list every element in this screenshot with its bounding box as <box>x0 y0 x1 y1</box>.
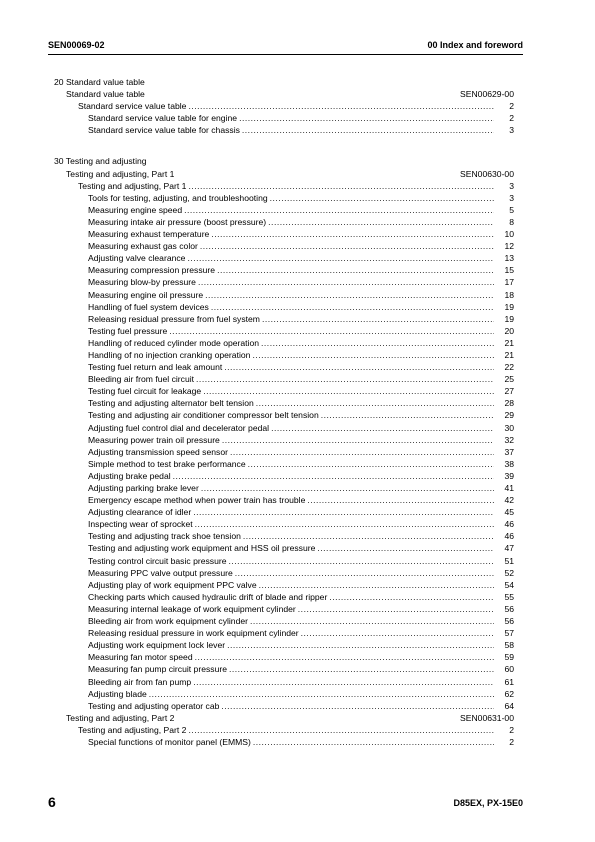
toc-entry <box>54 591 514 603</box>
toc-entry-page: 2 <box>509 724 514 735</box>
leader-dots <box>205 289 494 301</box>
toc-entry <box>54 542 514 554</box>
toc-entry-label: Measuring engine oil pressure <box>88 289 204 300</box>
toc-entry-label: Standard service value table for chassis <box>88 125 240 136</box>
section-20-sub-ref: SEN00629-00 <box>460 89 514 100</box>
toc-entry <box>54 112 514 124</box>
toc-entry-page: 58 <box>504 640 514 651</box>
toc-entry-page: 41 <box>504 483 514 493</box>
toc-entry-page: 45 <box>504 507 514 518</box>
toc-entry-page: 61 <box>504 676 514 687</box>
toc-entry-page: 46 <box>504 531 514 542</box>
section-30-title: 30 Testing and adjusting <box>54 156 147 167</box>
part1-label: Testing and adjusting, Part 1 <box>66 168 175 179</box>
leader-dots <box>149 688 494 700</box>
leader-dots <box>301 627 494 639</box>
leader-dots <box>307 494 494 506</box>
toc-entry <box>54 615 514 627</box>
toc-entry-page: 64 <box>504 700 514 711</box>
toc-entry-label: Measuring compression pressure <box>88 265 216 276</box>
toc-entry-page: 57 <box>504 628 514 639</box>
toc-entry-label: Adjusting brake pedal <box>88 470 171 481</box>
toc-entry-label: Measuring internal leakage of work equipment cylinder <box>88 603 296 614</box>
toc-entry-page: 10 <box>504 229 514 240</box>
header-section-title: 00 Index and foreword <box>427 40 523 50</box>
toc-entry <box>54 627 514 639</box>
leader-dots <box>222 434 494 446</box>
toc-entry-label: Bleeding air from fuel circuit <box>88 374 195 385</box>
toc-entry <box>54 325 514 337</box>
leader-dots <box>248 458 494 470</box>
toc-entry-label: Measuring blow-by pressure <box>88 277 196 288</box>
toc-entry-page: 62 <box>504 688 514 699</box>
toc-entry-label: Testing and adjusting, Part 2 <box>78 724 187 735</box>
toc-entry-page: 55 <box>504 591 514 602</box>
toc-entry-page: 56 <box>504 616 514 627</box>
leader-dots <box>211 228 494 240</box>
toc-entry <box>54 663 514 675</box>
toc-entry-page: 5 <box>509 204 514 215</box>
header-rule <box>48 54 523 55</box>
toc-entry-page: 27 <box>504 386 514 397</box>
toc-entry <box>54 301 514 313</box>
leader-dots <box>193 506 494 518</box>
toc-entry <box>54 518 514 530</box>
toc-entry-label: Measuring exhaust temperature <box>88 229 210 240</box>
toc-entry-page: 38 <box>504 458 514 469</box>
toc-entry-label: Measuring intake air pressure (boost pressure) <box>88 216 267 227</box>
section-20-title: 20 Standard value table <box>54 77 145 87</box>
toc-entry-label: Adjusting fuel control dial and decelerator pedal <box>88 422 270 433</box>
toc-entry-label: Adjusting blade <box>88 688 147 699</box>
toc-entry-page: 18 <box>504 289 514 300</box>
toc-entry <box>54 676 514 688</box>
toc-entry-page: 37 <box>504 446 514 457</box>
leader-dots <box>195 651 494 663</box>
toc-entry-page: 56 <box>504 603 514 614</box>
toc-entry-group <box>54 724 514 736</box>
leader-dots <box>259 579 494 591</box>
leader-dots <box>203 385 494 397</box>
leader-dots <box>253 736 494 748</box>
toc-entry-page: 59 <box>504 652 514 663</box>
leader-dots <box>188 100 494 112</box>
toc-entry <box>54 482 514 494</box>
toc-entry-label: Testing and adjusting air conditioner compressor belt tension <box>88 410 319 421</box>
toc-entry <box>54 700 514 712</box>
toc-entry <box>54 639 514 651</box>
leader-dots <box>173 470 494 482</box>
toc-entry-label: Testing fuel circuit for leakage <box>88 386 202 397</box>
toc-entry <box>54 216 514 228</box>
toc-entry-label: Handling of fuel system devices <box>88 301 209 312</box>
leader-dots <box>201 482 494 494</box>
leader-dots <box>270 192 494 204</box>
toc-entry-label: Inspecting wear of sprocket <box>88 519 193 530</box>
leader-dots <box>268 216 494 228</box>
toc-entry <box>54 506 514 518</box>
toc-entry <box>54 567 514 579</box>
toc-entry-page: 12 <box>504 241 514 252</box>
toc-entry-label: Standard service value table <box>78 101 187 112</box>
toc-entry <box>54 651 514 663</box>
toc-entry-page: 3 <box>509 180 514 191</box>
toc-entry <box>54 313 514 325</box>
toc-entry <box>54 373 514 385</box>
section-20-subheading <box>54 88 514 100</box>
toc-entry-label: Adjusting transmission speed sensor <box>88 446 228 457</box>
toc-entry <box>54 422 514 434</box>
toc-entry-page: 3 <box>509 192 514 203</box>
toc-entry-page: 21 <box>504 337 514 348</box>
toc-entry <box>54 124 514 136</box>
leader-dots <box>230 446 494 458</box>
toc-entry <box>54 397 514 409</box>
toc-entry-page: 15 <box>504 265 514 276</box>
toc-entry-label: Checking parts which caused hydraulic drift of blade and ripper <box>88 591 328 602</box>
toc-entry-label: Testing fuel return and leak amount <box>88 362 223 373</box>
toc-entry-page: 19 <box>504 313 514 324</box>
toc-entry-label: Measuring power train oil pressure <box>88 434 220 445</box>
footer-model: D85EX, PX-15E0 <box>453 798 523 808</box>
toc-entry <box>54 470 514 482</box>
toc-entry-page: 8 <box>509 216 514 227</box>
leader-dots <box>195 518 494 530</box>
toc-entry <box>54 494 514 506</box>
toc-entry <box>54 264 514 276</box>
leader-dots <box>261 337 494 349</box>
toc-entry <box>54 240 514 252</box>
toc-entry-label: Testing control circuit basic pressure <box>88 555 227 566</box>
leader-dots <box>224 361 494 373</box>
toc-entry <box>54 361 514 373</box>
toc-entry <box>54 192 514 204</box>
leader-dots <box>200 240 494 252</box>
leader-dots <box>188 180 494 192</box>
toc-entry-label: Adjusting play of work equipment PPC valve <box>88 579 257 590</box>
table-of-contents <box>54 76 514 748</box>
toc-entry-label: Adjusting clearance of idler <box>88 507 192 518</box>
toc-entry-page: 46 <box>504 519 514 530</box>
toc-entry-group <box>54 100 514 112</box>
toc-entry <box>54 434 514 446</box>
header-doc-id: SEN00069-02 <box>48 40 105 50</box>
toc-entry-label: Measuring fan pump circuit pressure <box>88 664 227 675</box>
toc-entry <box>54 289 514 301</box>
part2-ref: SEN00631-00 <box>460 712 514 723</box>
toc-entry-label: Measuring fan motor speed <box>88 652 193 663</box>
toc-entry-page: 60 <box>504 664 514 675</box>
toc-entry-page: 39 <box>504 470 514 481</box>
toc-entry-label: Measuring PPC valve output pressure <box>88 567 233 578</box>
toc-entry <box>54 385 514 397</box>
leader-dots <box>187 252 494 264</box>
leader-dots <box>271 422 494 434</box>
toc-entry-page: 2 <box>509 101 514 112</box>
leader-dots <box>188 724 494 736</box>
toc-entry-label: Testing and adjusting track shoe tension <box>88 531 241 542</box>
section-30-part1-heading <box>54 168 514 180</box>
toc-entry <box>54 446 514 458</box>
footer-page-number: 6 <box>48 794 56 810</box>
toc-entry-page: 2 <box>509 113 514 124</box>
leader-dots <box>317 542 494 554</box>
toc-entry-label: Testing and adjusting operator cab <box>88 700 220 711</box>
toc-entry-page: 32 <box>504 434 514 445</box>
leader-dots <box>298 603 494 615</box>
toc-entry-label: Adjusting valve clearance <box>88 253 186 264</box>
toc-entry-page: 20 <box>504 325 514 336</box>
toc-entry-page: 28 <box>504 398 514 409</box>
leader-dots <box>227 639 494 651</box>
leader-dots <box>211 301 494 313</box>
toc-entry-label: Adjusting work equipment lock lever <box>88 640 226 651</box>
leader-dots <box>235 567 494 579</box>
toc-entry-page: 25 <box>504 374 514 385</box>
part2-label: Testing and adjusting, Part 2 <box>66 712 175 723</box>
toc-entry-page: 2 <box>509 736 514 747</box>
toc-entry <box>54 688 514 700</box>
toc-entry-page: 3 <box>509 125 514 136</box>
toc-entry-page: 21 <box>504 349 514 360</box>
toc-entry-label: Testing fuel pressure <box>88 325 168 336</box>
toc-entry-label: Bleeding air from fan pump <box>88 676 192 687</box>
toc-entry <box>54 736 514 748</box>
toc-entry-label: Emergency escape method when power train has trouble <box>88 495 306 506</box>
leader-dots <box>321 409 494 421</box>
toc-entry-label: Testing and adjusting, Part 1 <box>78 180 187 191</box>
toc-entry-label: Simple method to test brake performance <box>88 458 246 469</box>
toc-entry-label: Handling of no injection cranking operation <box>88 349 251 360</box>
leader-dots <box>221 700 494 712</box>
toc-entry <box>54 337 514 349</box>
leader-dots <box>184 204 494 216</box>
toc-entry-page: 29 <box>504 410 514 421</box>
toc-entry <box>54 204 514 216</box>
toc-entry-page: 42 <box>504 495 514 506</box>
toc-entry-label: Tools for testing, adjusting, and troubleshooting <box>88 192 268 203</box>
toc-entry <box>54 603 514 615</box>
leader-dots <box>239 112 494 124</box>
leader-dots <box>193 676 494 688</box>
toc-entry-page: 51 <box>504 555 514 566</box>
toc-entry-label: Measuring exhaust gas color <box>88 241 198 252</box>
toc-entry <box>54 458 514 470</box>
toc-entry-label: Testing and adjusting alternator belt tension <box>88 398 254 409</box>
toc-entry <box>54 252 514 264</box>
leader-dots <box>329 591 494 603</box>
toc-entry-page: 47 <box>504 543 514 554</box>
toc-entry-label: Testing and adjusting work equipment and HSS oil pressure <box>88 543 316 554</box>
toc-entry-page: 17 <box>504 277 514 288</box>
toc-entry-label: Bleeding air from work equipment cylinder <box>88 616 249 627</box>
toc-entry-label: Handling of reduced cylinder mode operation <box>88 337 260 348</box>
leader-dots <box>252 349 494 361</box>
toc-entry-page: 13 <box>504 253 514 264</box>
leader-dots <box>256 397 494 409</box>
toc-entry-page: 52 <box>504 567 514 578</box>
section-20-sub-label: Standard value table <box>66 89 145 100</box>
toc-entry-group <box>54 180 514 192</box>
toc-entry-label: Measuring engine speed <box>88 204 183 215</box>
toc-entry-label: Releasing residual pressure from fuel system <box>88 313 260 324</box>
leader-dots <box>198 276 494 288</box>
toc-entry-label: Standard service value table for engine <box>88 113 238 124</box>
leader-dots <box>169 325 494 337</box>
toc-entry <box>54 228 514 240</box>
toc-entry-page: 54 <box>504 579 514 590</box>
toc-entry-label: Special functions of monitor panel (EMMS) <box>88 736 251 747</box>
toc-entry <box>54 276 514 288</box>
toc-entry-page: 19 <box>504 301 514 312</box>
leader-dots <box>217 264 494 276</box>
toc-entry-page: 22 <box>504 362 514 373</box>
toc-entry-label: Releasing residual pressure in work equipment cylinder <box>88 628 299 639</box>
leader-dots <box>196 373 494 385</box>
section-30-part2-heading <box>54 712 514 724</box>
leader-dots <box>243 530 494 542</box>
toc-entry <box>54 530 514 542</box>
toc-entry <box>54 555 514 567</box>
part1-ref: SEN00630-00 <box>460 168 514 179</box>
toc-entry-label: Adjusting parking brake lever <box>88 483 199 493</box>
toc-entry <box>54 409 514 421</box>
leader-dots <box>229 663 494 675</box>
toc-entry <box>54 579 514 591</box>
toc-entry <box>54 349 514 361</box>
leader-dots <box>229 555 494 567</box>
leader-dots <box>242 124 494 136</box>
leader-dots <box>250 615 494 627</box>
leader-dots <box>262 313 494 325</box>
toc-entry-page: 30 <box>504 422 514 433</box>
